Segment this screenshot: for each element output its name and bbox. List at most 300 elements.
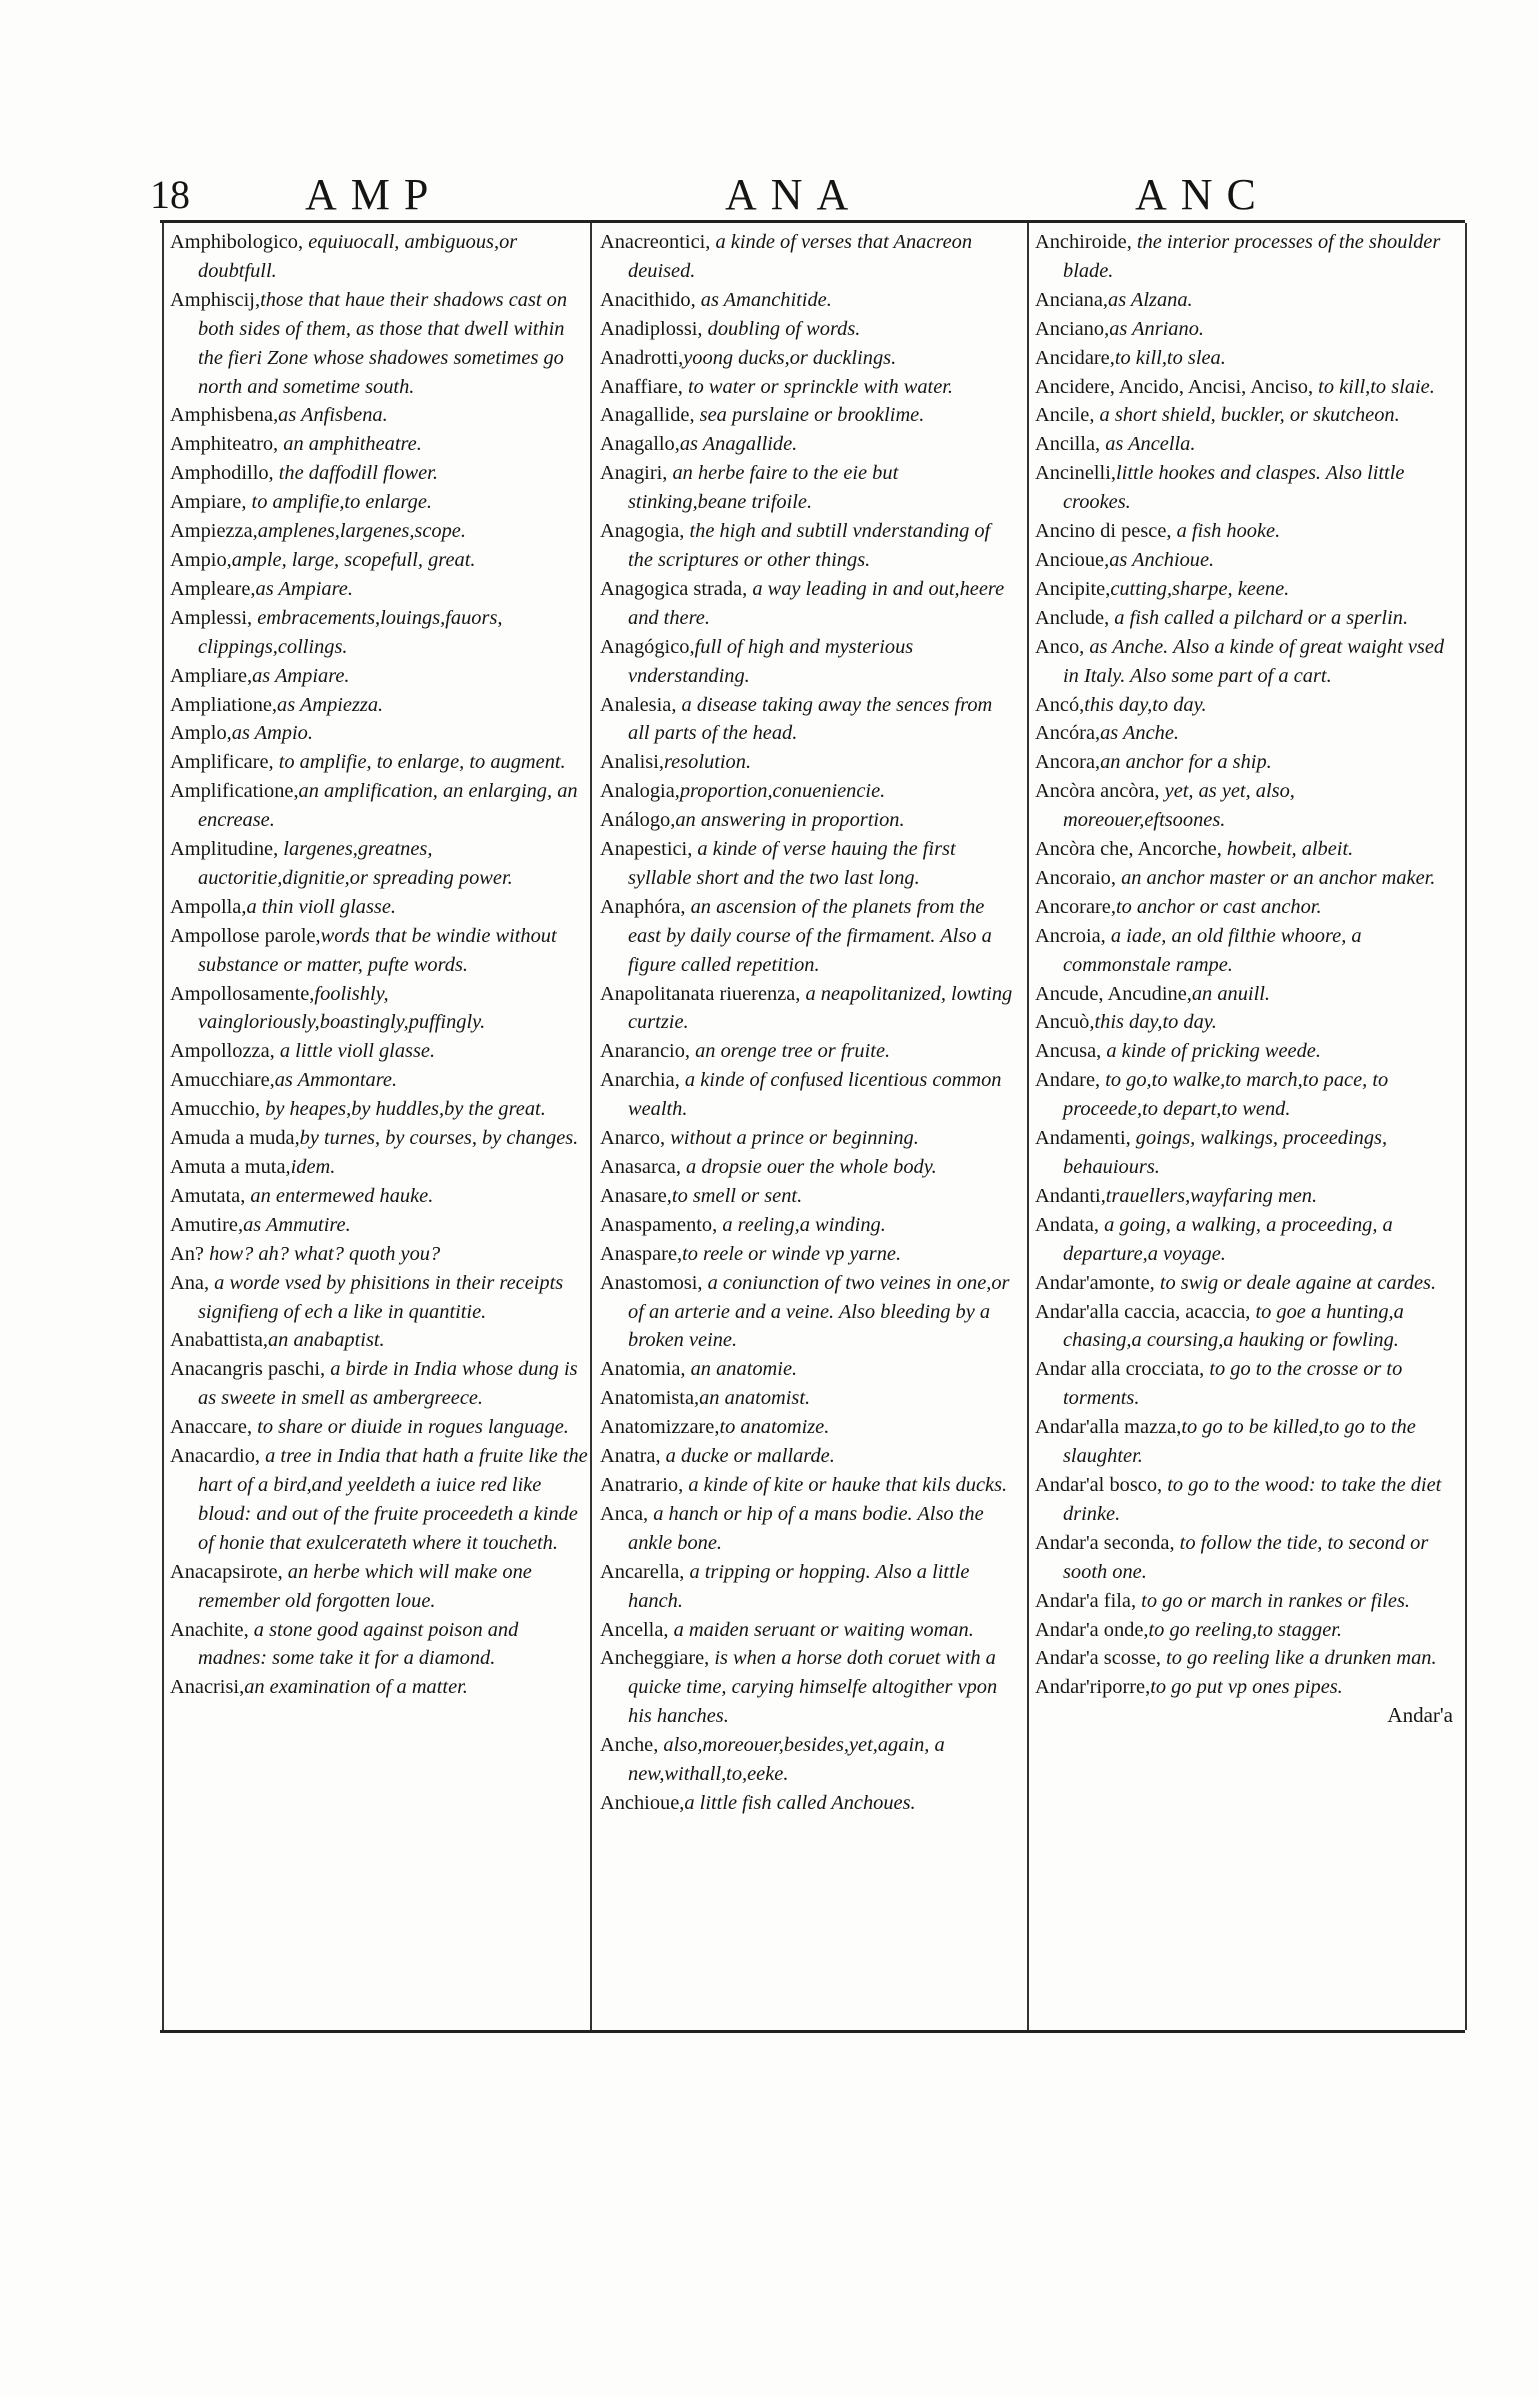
definition: an anatomist. bbox=[699, 1387, 811, 1410]
dictionary-entry bbox=[170, 1355, 588, 1413]
definition: an answering in proportion. bbox=[675, 809, 905, 832]
dictionary-entry bbox=[1035, 1269, 1453, 1298]
definition: idem. bbox=[290, 1156, 336, 1178]
dictionary-entry bbox=[600, 1558, 1018, 1616]
headword: Anarco, bbox=[600, 1127, 666, 1150]
dictionary-entry bbox=[600, 1384, 1018, 1413]
headword: Anapestici, bbox=[600, 838, 693, 861]
definition: to amplifie, to enlarge, to augment. bbox=[273, 751, 566, 774]
definition: a dropsie ouer the whole body. bbox=[680, 1156, 937, 1178]
headword: Ancora, bbox=[1035, 751, 1101, 774]
dictionary-entry bbox=[600, 1269, 1018, 1356]
dictionary-entry bbox=[1035, 777, 1453, 835]
definition: words that be windie without substance or matter, pufte words. bbox=[198, 924, 557, 976]
definition: a short shield, buckler, or skutcheon. bbox=[1094, 404, 1400, 427]
dictionary-entry bbox=[600, 1789, 1018, 1818]
dictionary-entry bbox=[600, 1731, 1018, 1789]
dictionary-entry bbox=[600, 1500, 1018, 1558]
dictionary-entry bbox=[1035, 922, 1453, 980]
dictionary-entry bbox=[600, 1442, 1018, 1471]
definition: a tree in India that hath a fruite like the hart of a bird,and yeeldeth a iuice red like bloud: and out of the fruite proceedeth a kinde of honie that exulcerateth where it toucheth. bbox=[198, 1445, 588, 1554]
dictionary-entry bbox=[600, 315, 1018, 344]
headword: Ampleare, bbox=[170, 577, 256, 600]
dictionary-entry bbox=[170, 1153, 588, 1182]
headword: Anagógico, bbox=[600, 635, 695, 658]
headword: Anciana, bbox=[1035, 288, 1109, 311]
dictionary-entry bbox=[600, 1211, 1018, 1240]
dictionary-entry bbox=[1035, 633, 1453, 691]
definition: by turnes, by courses, by changes. bbox=[299, 1127, 579, 1150]
dictionary-entry bbox=[600, 1644, 1018, 1731]
definition: as Alzana. bbox=[1108, 288, 1193, 311]
definition: as Anche. Also a kinde of great waight vsed in Italy. Also some part of a cart. bbox=[1063, 635, 1445, 687]
dictionary-entry bbox=[600, 806, 1018, 835]
dictionary-entry bbox=[600, 835, 1018, 893]
definition: amplenes,largenes,scope. bbox=[257, 520, 466, 543]
dictionary-entry bbox=[170, 1326, 588, 1355]
dictionary-entry bbox=[170, 980, 588, 1038]
dictionary-entry bbox=[170, 546, 588, 575]
dictionary-entry bbox=[600, 401, 1018, 430]
definition: this day,to day. bbox=[1084, 693, 1207, 716]
dictionary-entry bbox=[600, 748, 1018, 777]
headword: Ancóra, bbox=[1035, 722, 1101, 745]
headword: Ampio, bbox=[170, 548, 232, 571]
headword: Anacapsirote, bbox=[170, 1560, 283, 1583]
headword: Ampolla, bbox=[170, 895, 247, 918]
headword: Anagiri, bbox=[600, 462, 668, 485]
definition: to smell or sent. bbox=[671, 1184, 803, 1207]
headword: Ancheggiare, bbox=[600, 1647, 710, 1670]
dictionary-entry bbox=[1035, 344, 1453, 373]
headword: Ancella, bbox=[600, 1618, 669, 1641]
dictionary-entry bbox=[1035, 1211, 1453, 1269]
headword: Andar'alla caccia, acaccia, bbox=[1035, 1300, 1251, 1323]
dictionary-entry bbox=[600, 575, 1018, 633]
dictionary-entry bbox=[1035, 835, 1453, 864]
definition: a little violl glasse. bbox=[274, 1040, 436, 1063]
headword: Amucchiare, bbox=[170, 1069, 275, 1092]
headword: Anabattista, bbox=[170, 1329, 268, 1352]
definition: to kill,to slaie. bbox=[1313, 375, 1435, 398]
headword: Anaspare, bbox=[600, 1242, 683, 1265]
definition: as Ampiare. bbox=[255, 577, 353, 600]
dictionary-entry bbox=[1035, 1413, 1453, 1471]
definition: a kinde of pricking weede. bbox=[1101, 1040, 1321, 1063]
definition: goings, walkings, proceedings, behauiours. bbox=[1063, 1127, 1388, 1178]
headword: Anarancio, bbox=[600, 1040, 691, 1063]
headword: Ancòra ancòra, bbox=[1035, 780, 1160, 803]
headword: Anatra, bbox=[600, 1445, 661, 1468]
headword: Amuta a muta, bbox=[170, 1156, 291, 1178]
headword: Anchiroide, bbox=[1035, 231, 1132, 253]
dictionary-entry bbox=[170, 1066, 588, 1095]
dictionary-entry bbox=[600, 1037, 1018, 1066]
dictionary-entry bbox=[170, 286, 588, 402]
headword: Anachite, bbox=[170, 1618, 249, 1641]
headword: Ampiezza, bbox=[170, 520, 258, 543]
definition: to water or sprinckle with water. bbox=[682, 375, 954, 398]
headword: Amphisbena, bbox=[170, 404, 279, 427]
headword: Amuda a muda, bbox=[170, 1127, 300, 1150]
headword: Andar'amonte, bbox=[1035, 1271, 1155, 1294]
definition: full of high and mysterious vnderstanding. bbox=[628, 635, 914, 687]
headword: Amutata, bbox=[170, 1184, 246, 1207]
definition: an anabaptist. bbox=[267, 1329, 385, 1352]
definition: without a prince or beginning. bbox=[665, 1127, 919, 1150]
headword: Anagallide, bbox=[600, 404, 695, 427]
dictionary-entry bbox=[170, 662, 588, 691]
definition: to go to be killed,to go to the slaughter. bbox=[1063, 1416, 1416, 1468]
dictionary-entry bbox=[170, 922, 588, 980]
headword: Anclude, bbox=[1035, 606, 1110, 629]
definition: to swig or deale againe at cardes. bbox=[1154, 1271, 1437, 1294]
dictionary-entry bbox=[170, 1211, 588, 1240]
right-guide-word: ANC bbox=[1135, 170, 1270, 219]
headword: Andar'a seconda, bbox=[1035, 1531, 1175, 1554]
dictionary-entry bbox=[170, 575, 588, 604]
definition: an examination of a matter. bbox=[244, 1676, 468, 1699]
headword: Análogo, bbox=[600, 809, 676, 832]
definition: as Anriano. bbox=[1109, 317, 1204, 340]
definition: those that haue their shadows cast on both sides of them, as those that dwell within the fieri Zone whose shadowes sometimes go north and sometime south. bbox=[198, 288, 568, 398]
header-rule bbox=[160, 220, 1465, 223]
definition: to go reeling,to stagger. bbox=[1148, 1618, 1343, 1641]
dictionary-entry bbox=[170, 459, 588, 488]
definition: as Anche. bbox=[1100, 722, 1180, 745]
definition: equiuocall, ambiguous,or doubtfull. bbox=[198, 231, 518, 282]
dictionary-entry bbox=[600, 893, 1018, 980]
dictionary-entry bbox=[170, 517, 588, 546]
definition: an entermewed hauke. bbox=[245, 1184, 434, 1207]
dictionary-entry bbox=[170, 1269, 588, 1327]
headword: Ancòra che, Ancorche, bbox=[1035, 838, 1222, 861]
headword: Ancile, bbox=[1035, 404, 1095, 427]
definition: a kinde of confused licentious common wealth. bbox=[628, 1069, 1002, 1121]
dictionary-entry bbox=[600, 633, 1018, 691]
dictionary-entry bbox=[600, 373, 1018, 402]
headword: Analesia, bbox=[600, 693, 677, 716]
headword: Amphiscij, bbox=[170, 288, 261, 311]
dictionary-entry bbox=[170, 1442, 588, 1558]
definition: as Ammutire. bbox=[243, 1213, 351, 1236]
definition: an anchor master or an anchor maker. bbox=[1115, 866, 1436, 889]
dictionary-entry bbox=[600, 1124, 1018, 1153]
definition: to amplifie,to enlarge. bbox=[246, 491, 433, 514]
dictionary-entry bbox=[1035, 1298, 1453, 1356]
headword: Ancinelli, bbox=[1035, 462, 1116, 485]
headword: Ancioue, bbox=[1035, 548, 1110, 571]
dictionary-entry bbox=[170, 228, 588, 286]
dictionary-entry bbox=[1035, 430, 1453, 459]
headword: Amplessi, bbox=[170, 606, 253, 629]
definition: to share or diuide in rogues language. bbox=[252, 1416, 569, 1439]
definition: a iade, an old filthie whoore, a commonstale rampe. bbox=[1063, 924, 1362, 976]
dictionary-entry bbox=[1035, 691, 1453, 720]
dictionary-entry bbox=[170, 719, 588, 748]
dictionary-entry bbox=[1035, 315, 1453, 344]
dictionary-entry bbox=[600, 286, 1018, 315]
definition: as Anchioue. bbox=[1109, 548, 1215, 571]
headword: Anapolitanata riuerenza, bbox=[600, 982, 801, 1005]
headword: Ampliatione, bbox=[170, 693, 278, 716]
headword: Anasare, bbox=[600, 1184, 672, 1207]
dictionary-entry bbox=[1035, 1644, 1453, 1673]
definition: an herbe which will make one remember old forgotten loue. bbox=[198, 1560, 532, 1612]
headword: Ampollosamente, bbox=[170, 982, 315, 1005]
headword: Andanti, bbox=[1035, 1184, 1106, 1207]
definition: to go reeling like a drunken man. bbox=[1160, 1647, 1437, 1670]
headword: Ancude, Ancudine, bbox=[1035, 982, 1192, 1005]
headword: Ancroia, bbox=[1035, 924, 1106, 947]
headword: Anaccare, bbox=[170, 1416, 253, 1439]
dictionary-entry bbox=[600, 691, 1018, 749]
dictionary-entry bbox=[1035, 1355, 1453, 1413]
dictionary-entry bbox=[170, 1124, 588, 1153]
catchword: Andar'a bbox=[1387, 1703, 1453, 1728]
dictionary-entry bbox=[1035, 401, 1453, 430]
dictionary-entry bbox=[600, 459, 1018, 517]
definition: a maiden seruant or waiting woman. bbox=[668, 1618, 974, 1641]
headword: Anadrotti, bbox=[600, 346, 684, 369]
headword: Anatomista, bbox=[600, 1387, 700, 1410]
definition: a neapolitanized, lowting curtzie. bbox=[628, 982, 1013, 1034]
headword: Anagogica strada, bbox=[600, 577, 748, 600]
dictionary-entry bbox=[170, 835, 588, 893]
dictionary-entry bbox=[170, 430, 588, 459]
dictionary-entry bbox=[170, 604, 588, 662]
headword: Amphodillo, bbox=[170, 462, 274, 485]
dictionary-entry bbox=[1035, 517, 1453, 546]
definition: also,moreouer,besides,yet,again, a new,withall,to,eeke. bbox=[628, 1734, 945, 1786]
definition: as Ancella. bbox=[1100, 433, 1196, 456]
definition: howbeit, albeit. bbox=[1221, 838, 1354, 861]
definition: a tripping or hopping. Also a little hanch. bbox=[628, 1560, 970, 1612]
dictionary-entry bbox=[1035, 1587, 1453, 1616]
dictionary-entry bbox=[600, 980, 1018, 1038]
definition: the high and subtill vnderstanding of the scriptures or other things. bbox=[628, 520, 991, 571]
headword: Anaphóra, bbox=[600, 895, 686, 918]
dictionary-entry bbox=[600, 1616, 1018, 1645]
headword: Andar'alla mazza, bbox=[1035, 1416, 1182, 1439]
dictionary-entry bbox=[1035, 228, 1453, 286]
headword: Anadiplossi, bbox=[600, 317, 703, 340]
dictionary-entry bbox=[170, 1413, 588, 1442]
definition: as Ammontare. bbox=[274, 1069, 398, 1092]
definition: as Anfisbena. bbox=[278, 404, 388, 427]
dictionary-entry bbox=[1035, 286, 1453, 315]
headword: Ampliare, bbox=[170, 664, 253, 687]
definition: an anatomie. bbox=[685, 1358, 798, 1381]
definition: a kinde of kite or hauke that kils ducks. bbox=[683, 1473, 1008, 1496]
definition: to goe a hunting,a chasing,a coursing,a hauking or fowling. bbox=[1063, 1300, 1404, 1352]
definition: sea purslaine or brooklime. bbox=[694, 404, 925, 427]
dictionary-entry bbox=[1035, 719, 1453, 748]
dictionary-entry bbox=[1035, 1066, 1453, 1124]
definition: a way leading in and out,heere and there. bbox=[628, 577, 1005, 629]
definition: resolution. bbox=[664, 751, 752, 774]
dictionary-entry bbox=[600, 1355, 1018, 1384]
definition: to go to the wood: to take the diet drinke. bbox=[1063, 1473, 1442, 1525]
headword: Amplificare, bbox=[170, 751, 274, 774]
headword: Anca, bbox=[600, 1502, 649, 1525]
headword: Amucchio, bbox=[170, 1098, 261, 1121]
headword: Amphibologico, bbox=[170, 231, 304, 253]
dictionary-entry bbox=[1035, 893, 1453, 922]
dictionary-entry bbox=[600, 228, 1018, 286]
dictionary-entry bbox=[1035, 546, 1453, 575]
dictionary-entry bbox=[170, 748, 588, 777]
definition: a coniunction of two veines in one,or of an arterie and a veine. Also bleeding by a broken veine. bbox=[628, 1271, 1010, 1352]
headword: Anco, bbox=[1035, 635, 1085, 658]
dictionary-entry bbox=[1035, 1124, 1453, 1182]
dictionary-entry bbox=[170, 893, 588, 922]
dictionary-entry bbox=[170, 1616, 588, 1674]
dictionary-entry bbox=[600, 1471, 1018, 1500]
headword: Anatrario, bbox=[600, 1473, 684, 1496]
definition: an anuill. bbox=[1191, 982, 1271, 1005]
definition: to anchor or cast anchor. bbox=[1115, 895, 1322, 918]
dictionary-entry bbox=[1035, 604, 1453, 633]
dictionary-entry bbox=[170, 488, 588, 517]
headword: Andamenti, bbox=[1035, 1127, 1131, 1150]
dictionary-entry bbox=[600, 1240, 1018, 1269]
headword: Anastomosi, bbox=[600, 1271, 703, 1294]
headword: Ancorare, bbox=[1035, 895, 1116, 918]
definition: yoong ducks,or ducklings. bbox=[683, 346, 897, 369]
headword: Andar alla crocciata, bbox=[1035, 1358, 1205, 1381]
definition: a going, a walking, a proceeding, a departure,a voyage. bbox=[1063, 1213, 1393, 1265]
footer-rule bbox=[160, 2030, 1465, 2033]
dictionary-entry bbox=[170, 777, 588, 835]
headword: Ancipite, bbox=[1035, 577, 1111, 600]
dictionary-entry bbox=[600, 1066, 1018, 1124]
definition: a fish called a pilchard or a sperlin. bbox=[1109, 606, 1409, 629]
headword: Anagallo, bbox=[600, 433, 680, 456]
definition: largenes,greatnes, auctoritie,dignitie,or spreading power. bbox=[198, 838, 513, 889]
dictionary-entry bbox=[1035, 459, 1453, 517]
column-rule-left bbox=[162, 223, 164, 2030]
definition: embracements,louings,fauors, clippings,collings. bbox=[198, 606, 503, 658]
dictionary-entry bbox=[1035, 1673, 1453, 1702]
definition: the interior processes of the shoulder blade. bbox=[1063, 231, 1441, 282]
headword: Ancusa, bbox=[1035, 1040, 1102, 1063]
dictionary-entry bbox=[1035, 1529, 1453, 1587]
definition: an anchor for a ship. bbox=[1100, 751, 1272, 774]
dictionary-page bbox=[150, 170, 1470, 2090]
dictionary-entry bbox=[170, 1673, 588, 1702]
headword: Ancuò, bbox=[1035, 1011, 1095, 1034]
dictionary-entry bbox=[170, 1558, 588, 1616]
headword: Anchioue, bbox=[600, 1791, 685, 1814]
headword: Amplificatione, bbox=[170, 780, 299, 803]
headword: Andare, bbox=[1035, 1069, 1101, 1092]
column-rule-right bbox=[1465, 223, 1467, 2030]
dictionary-entry bbox=[1035, 1471, 1453, 1529]
definition: a reeling,a winding. bbox=[717, 1213, 886, 1236]
column-rule-1 bbox=[590, 223, 592, 2030]
column-3 bbox=[1035, 228, 1453, 1728]
headword: Ampollose parole, bbox=[170, 924, 321, 947]
headword: Anacardio, bbox=[170, 1445, 261, 1468]
definition: as Anagallide. bbox=[679, 433, 798, 456]
headword: Ampollozza, bbox=[170, 1040, 275, 1063]
headword: Anacreontici, bbox=[600, 231, 711, 253]
headword: Anacangris paschi, bbox=[170, 1358, 326, 1381]
definition: to kill,to slea. bbox=[1114, 346, 1226, 369]
definition: ample, large, scopefull, great. bbox=[231, 548, 476, 571]
definition: foolishly, vaingloriously,boastingly,puffingly. bbox=[198, 982, 486, 1034]
headword: Andata, bbox=[1035, 1213, 1099, 1236]
dictionary-entry bbox=[1035, 1616, 1453, 1645]
definition: little hookes and claspes. Also little crookes. bbox=[1063, 462, 1405, 514]
dictionary-entry bbox=[600, 344, 1018, 373]
page-number: 18 bbox=[150, 172, 190, 217]
middle-guide-word: ANA bbox=[725, 170, 863, 219]
headword: Anche, bbox=[600, 1734, 659, 1757]
running-header bbox=[150, 170, 1470, 220]
definition: a stone good against poison and madnes: some take it for a diamond. bbox=[198, 1618, 519, 1670]
definition: an ascension of the planets from the east by daily course of the firmament. Also a figure called repetition. bbox=[628, 895, 992, 976]
definition: a ducke or mallarde. bbox=[660, 1445, 835, 1468]
column-rule-2 bbox=[1027, 223, 1029, 2030]
definition: an orenge tree or fruite. bbox=[690, 1040, 891, 1063]
dictionary-entry bbox=[1035, 1182, 1453, 1211]
headword: Analisi, bbox=[600, 751, 664, 774]
definition: a kinde of verses that Anacreon deuised. bbox=[628, 231, 973, 282]
definition: doubling of words. bbox=[702, 317, 861, 340]
dictionary-entry bbox=[170, 1037, 588, 1066]
definition: this day,to day. bbox=[1094, 1011, 1217, 1034]
headword: Andar'a onde, bbox=[1035, 1618, 1149, 1641]
dictionary-entry bbox=[600, 777, 1018, 806]
definition: as Ampio. bbox=[231, 722, 313, 745]
dictionary-entry bbox=[600, 1413, 1018, 1442]
headword: Ana, bbox=[170, 1271, 210, 1294]
definition: to go put vp ones pipes. bbox=[1150, 1676, 1343, 1699]
definition: a little fish called Anchoues. bbox=[684, 1791, 916, 1814]
definition: to go to the crosse or to torments. bbox=[1063, 1358, 1403, 1410]
dictionary-entry bbox=[600, 517, 1018, 575]
definition: a disease taking away the sences from all parts of the head. bbox=[628, 693, 993, 745]
headword: Amphiteatro, bbox=[170, 433, 279, 456]
column-1 bbox=[170, 228, 588, 1702]
dictionary-entry bbox=[170, 691, 588, 720]
headword: Anagogia, bbox=[600, 520, 685, 543]
headword: Amutire, bbox=[170, 1213, 244, 1236]
definition: a worde vsed by phisitions in their receipts signifieng of ech a like in quantitie. bbox=[198, 1271, 564, 1323]
definition: cutting,sharpe, keene. bbox=[1110, 577, 1290, 600]
left-guide-word: AMP bbox=[305, 170, 443, 219]
definition: as Amanchitide. bbox=[695, 288, 832, 311]
dictionary-entry bbox=[1035, 373, 1453, 402]
definition: as Ampiare. bbox=[252, 664, 350, 687]
headword: Ancidere, Ancido, Ancisi, Anciso, bbox=[1035, 375, 1314, 398]
definition: by heapes,by huddles,by the great. bbox=[260, 1098, 546, 1121]
headword: Amplitudine, bbox=[170, 838, 279, 861]
headword: Andar'al bosco, bbox=[1035, 1473, 1163, 1496]
headword: Anciano, bbox=[1035, 317, 1110, 340]
dictionary-entry bbox=[600, 430, 1018, 459]
definition: to anatomize. bbox=[719, 1416, 830, 1439]
headword: Amplo, bbox=[170, 722, 232, 745]
headword: Anarchia, bbox=[600, 1069, 680, 1092]
headword: Ancoraio, bbox=[1035, 866, 1116, 889]
dictionary-entry bbox=[1035, 748, 1453, 777]
definition: to reele or winde vp yarne. bbox=[682, 1242, 902, 1265]
headword: An? bbox=[170, 1242, 204, 1265]
definition: a thin violl glasse. bbox=[246, 895, 396, 918]
